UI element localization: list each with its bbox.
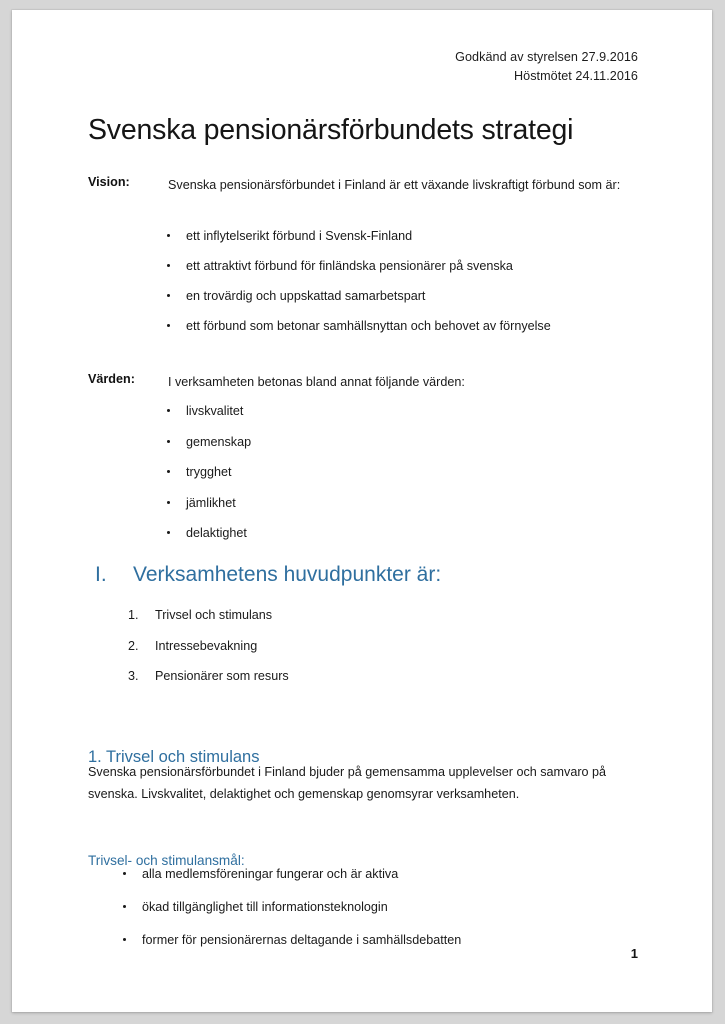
vision-intro: Svenska pensionärsförbundet i Finland är ett växande livskraftigt förbund som är:	[168, 178, 621, 192]
approval-dateline: Godkänd av styrelsen 27.9.2016	[455, 50, 638, 64]
bullet-icon	[167, 324, 170, 327]
list-item-label: former för pensionärernas deltagande i samhällsdebatten	[142, 933, 462, 947]
list-item	[164, 495, 251, 512]
vision-bullet-list	[164, 228, 551, 348]
section-one-heading: 1. Trivsel och stimulans	[88, 747, 260, 766]
list-item	[120, 932, 461, 949]
list-item	[164, 318, 551, 335]
bullet-icon	[167, 531, 170, 534]
document-page	[12, 10, 712, 1012]
list-item-number: 2.	[128, 638, 139, 653]
bullet-icon	[167, 264, 170, 267]
vision-label: Vision:	[88, 175, 130, 189]
bullet-icon	[167, 294, 170, 297]
list-item	[120, 866, 461, 883]
list-item	[128, 668, 289, 685]
list-item	[128, 638, 289, 655]
list-item	[120, 899, 461, 916]
bullet-icon	[167, 234, 170, 237]
page-content	[12, 10, 712, 1012]
page-number: 1	[630, 946, 638, 961]
list-item-number: 1.	[128, 608, 139, 622]
bullet-icon	[167, 470, 170, 473]
list-item-label: ett inflytelserikt förbund i Svensk-Finland	[186, 229, 413, 243]
section-one-goals-list	[120, 866, 461, 949]
list-item-label: Pensionärer som resurs	[155, 669, 289, 683]
list-item-label: Trivsel och stimulans	[155, 608, 273, 622]
main-points-heading-label: Verksamhetens huvudpunkter är:	[133, 563, 442, 586]
list-item-label: livskvalitet	[186, 404, 244, 418]
list-item-label: ökad tillgänglighet till informationsteknologin	[142, 900, 388, 914]
list-item	[164, 434, 251, 451]
bullet-icon	[167, 440, 170, 443]
list-item	[164, 525, 251, 542]
list-item-number: 3.	[128, 669, 139, 683]
vision-block	[88, 175, 658, 196]
list-item-label: ett attraktivt förbund för finländska pensionärer på svenska	[186, 259, 513, 273]
bullet-icon	[123, 938, 126, 941]
list-item	[164, 228, 551, 245]
list-item-label: alla medlemsföreningar fungerar och är aktiva	[142, 867, 399, 881]
meeting-dateline: Höstmötet 24.11.2016	[514, 69, 638, 83]
bullet-icon	[123, 905, 126, 908]
bullet-icon	[167, 501, 170, 504]
page-title: Svenska pensionärsförbundets strategi	[88, 114, 574, 147]
list-item	[164, 288, 551, 305]
list-item-label: delaktighet	[186, 526, 247, 540]
list-item	[128, 607, 289, 624]
list-item-label: en trovärdig och uppskattad samarbetspart	[186, 289, 426, 303]
list-item	[164, 464, 251, 481]
roman-numeral: I.	[95, 563, 107, 586]
list-item-label: trygghet	[186, 465, 232, 479]
list-item	[164, 258, 551, 275]
bullet-icon	[167, 409, 170, 412]
bullet-icon	[123, 872, 126, 875]
document-header	[455, 48, 638, 86]
list-item	[164, 403, 251, 420]
list-item-label: ett förbund som betonar samhällsnyttan och behovet av förnyelse	[186, 319, 551, 333]
varden-bullet-list	[164, 403, 251, 542]
varden-intro: I verksamheten betonas bland annat följande värden:	[168, 375, 465, 389]
main-points-list	[128, 607, 289, 699]
list-item-label: jämlikhet	[186, 495, 236, 510]
main-points-heading	[95, 563, 441, 587]
varden-block	[88, 372, 658, 393]
list-item-label: Intressebevakning	[155, 638, 258, 653]
list-item-label: gemenskap	[186, 434, 252, 449]
section-one-paragraph: Svenska pensionärsförbundet i Finland bjuder på gemensamma upplevelser och samvaro på svenska. Livskvalitet, delaktighet och gemenskap genomsyrar verksamheten.	[88, 765, 607, 801]
varden-label: Värden:	[88, 372, 135, 386]
section-one-goals-heading: Trivsel- och stimulansmål:	[88, 852, 245, 868]
